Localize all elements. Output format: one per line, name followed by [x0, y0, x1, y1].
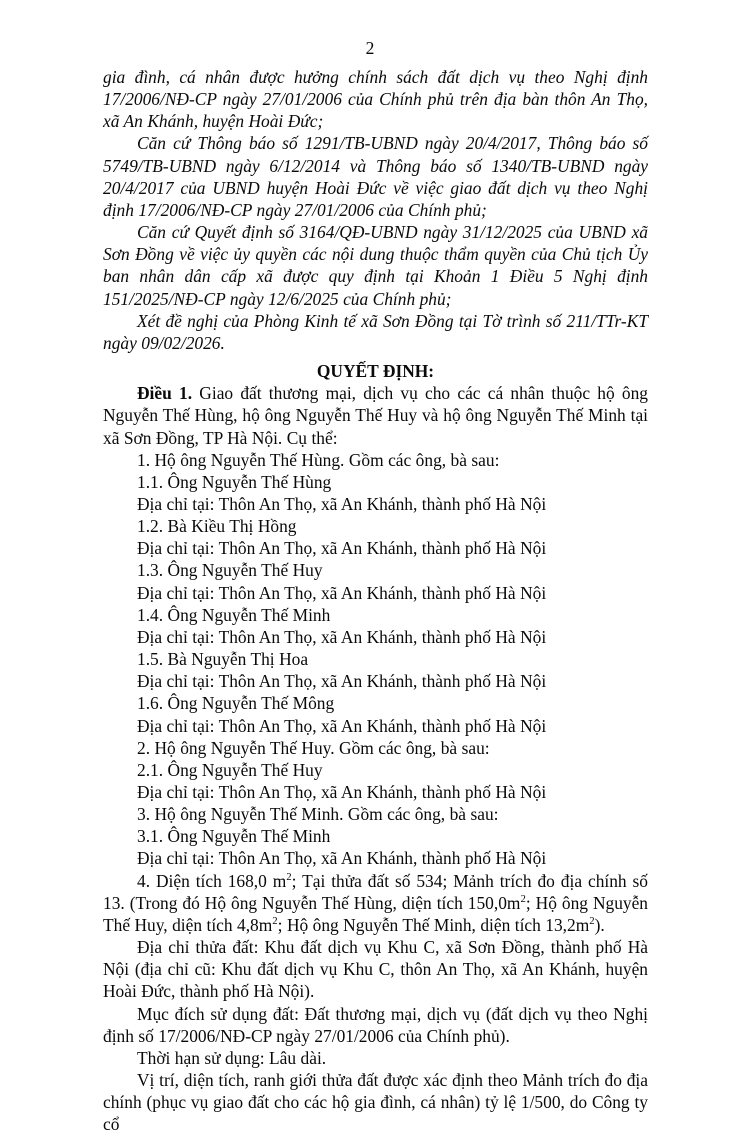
member-address: Địa chỉ tại: Thôn An Thọ, xã An Khánh, thành phố Hà Nội	[137, 782, 547, 802]
member-name: 1.4. Ông Nguyễn Thế Minh	[137, 604, 331, 625]
document-body	[103, 66, 648, 1136]
decision-heading: QUYẾT ĐỊNH:	[316, 361, 435, 382]
superscript-two: 2	[520, 892, 526, 905]
area-text-5: ).	[594, 914, 605, 935]
superscript-two: 2	[286, 870, 292, 883]
legal-basis-2: Căn cứ Quyết định số 3164/QĐ-UBND ngày 31/12/2025 của UBND xã Sơn Đồng về việc ủy quyền các nội dung thuộc thẩm quyền của Chủ tịch Ủy ban nhân dân cấp xã được quy định tại Khoản 1 Điều 5 Nghị định 151/2025/NĐ-CP ngày 12/6/2025 của Chính phủ;	[103, 222, 648, 309]
page-number: 2	[365, 38, 375, 58]
article-1-body: Giao đất thương mại, dịch vụ cho các cá nhân thuộc hộ ông Nguyễn Thế Hùng, hộ ông Nguyễn Thế Huy và hộ ông Nguyễn Thế Minh tại xã Sơn Đồng, TP Hà Nội. Cụ thể:	[103, 383, 648, 448]
household-heading: 3. Hộ ông Nguyễn Thế Minh. Gồm các ông, bà sau:	[137, 804, 499, 825]
superscript-two: 2	[272, 915, 278, 928]
member-address: Địa chỉ tại: Thôn An Thọ, xã An Khánh, thành phố Hà Nội	[137, 538, 547, 559]
superscript-two: 2	[589, 915, 595, 928]
land-use-purpose-paragraph: Mục đích sử dụng đất: Đất thương mại, dịch vụ (đất dịch vụ theo Nghị định số 17/2006/NĐ-CP ngày 27/01/2006 của Chính phủ).	[103, 1003, 648, 1046]
member-name: 2.1. Ông Nguyễn Thế Huy	[137, 759, 323, 780]
member-name: 1.3. Ông Nguyễn Thế Huy	[137, 560, 323, 581]
member-name: 3.1. Ông Nguyễn Thế Minh	[137, 826, 331, 847]
land-use-term-paragraph: Thời hạn sử dụng: Lâu dài.	[137, 1047, 327, 1068]
member-address: Địa chỉ tại: Thôn An Thọ, xã An Khánh, thành phố Hà Nội	[137, 715, 547, 736]
member-address: Địa chỉ tại: Thôn An Thọ, xã An Khánh, thành phố Hà Nội	[137, 848, 547, 869]
member-name: 1.1. Ông Nguyễn Thế Hùng	[137, 471, 332, 492]
household-heading: 2. Hộ ông Nguyễn Thế Huy. Gồm các ông, bà sau:	[137, 737, 490, 758]
member-name: 1.6. Ông Nguyễn Thế Mông	[137, 693, 335, 714]
article-1-label: Điều 1.	[137, 383, 193, 404]
boundary-paragraph: Vị trí, diện tích, ranh giới thửa đất được xác định theo Mảnh trích đo địa chính (phục vụ giao đất cho các hộ gia đình, cá nhân) tỷ lệ 1/500, do Công ty cổ	[103, 1070, 648, 1135]
household-heading: 1. Hộ ông Nguyễn Thế Hùng. Gồm các ông, bà sau:	[137, 449, 500, 470]
area-text-1: 4. Diện tích 168,0 m	[137, 870, 287, 891]
proposal-paragraph: Xét đề nghị của Phòng Kinh tế xã Sơn Đồng tại Tờ trình số 211/TTr-KT ngày 09/02/2026.	[103, 310, 648, 353]
area-text-2: ; Tại thửa đất số 534; Mảnh trích đo địa chính số 13. (Trong đó Hộ ông Nguyễn Thế Hùng, diện tích 150,0m	[103, 870, 648, 913]
area-text-4: ; Hộ ông Nguyễn Thế Minh, diện tích 13,2m	[277, 914, 590, 935]
member-address: Địa chỉ tại: Thôn An Thọ, xã An Khánh, thành phố Hà Nội	[137, 626, 547, 647]
member-name: 1.2. Bà Kiều Thị Hồng	[137, 516, 297, 537]
continued-paragraph: gia đình, cá nhân được hưởng chính sách đất dịch vụ theo Nghị định 17/2006/NĐ-CP ngày 27/01/2006 của Chính phủ trên địa bàn thôn An Thọ, xã An Khánh, huyện Hoài Đức;	[103, 67, 648, 132]
member-address: Địa chỉ tại: Thôn An Thọ, xã An Khánh, thành phố Hà Nội	[137, 582, 547, 603]
legal-basis-1: Căn cứ Thông báo số 1291/TB-UBND ngày 20/4/2017, Thông báo số 5749/TB-UBND ngày 6/12/2014 và Thông báo số 1340/TB-UBND ngày 20/4/2017 của UBND huyện Hoài Đức về việc giao đất dịch vụ theo Nghị định 17/2006/NĐ-CP ngày 27/01/2006 của Chính phủ;	[103, 133, 648, 220]
land-address-paragraph: Địa chỉ thửa đất: Khu đất dịch vụ Khu C, xã Sơn Đồng, thành phố Hà Nội (địa chỉ cũ: Khu đất dịch vụ Khu C, thôn An Thọ, xã An Khánh, huyện Hoài Đức, thành phố Hà Nội).	[103, 937, 648, 1002]
area-text-3: ; Hộ ông Nguyễn Thế Huy, diện tích 4,8m	[103, 892, 649, 935]
member-address: Địa chỉ tại: Thôn An Thọ, xã An Khánh, thành phố Hà Nội	[137, 493, 547, 514]
area-paragraph	[103, 870, 648, 936]
member-name: 1.5. Bà Nguyễn Thị Hoa	[137, 649, 309, 670]
article-1-paragraph	[103, 382, 648, 448]
member-address: Địa chỉ tại: Thôn An Thọ, xã An Khánh, thành phố Hà Nội	[137, 671, 547, 692]
